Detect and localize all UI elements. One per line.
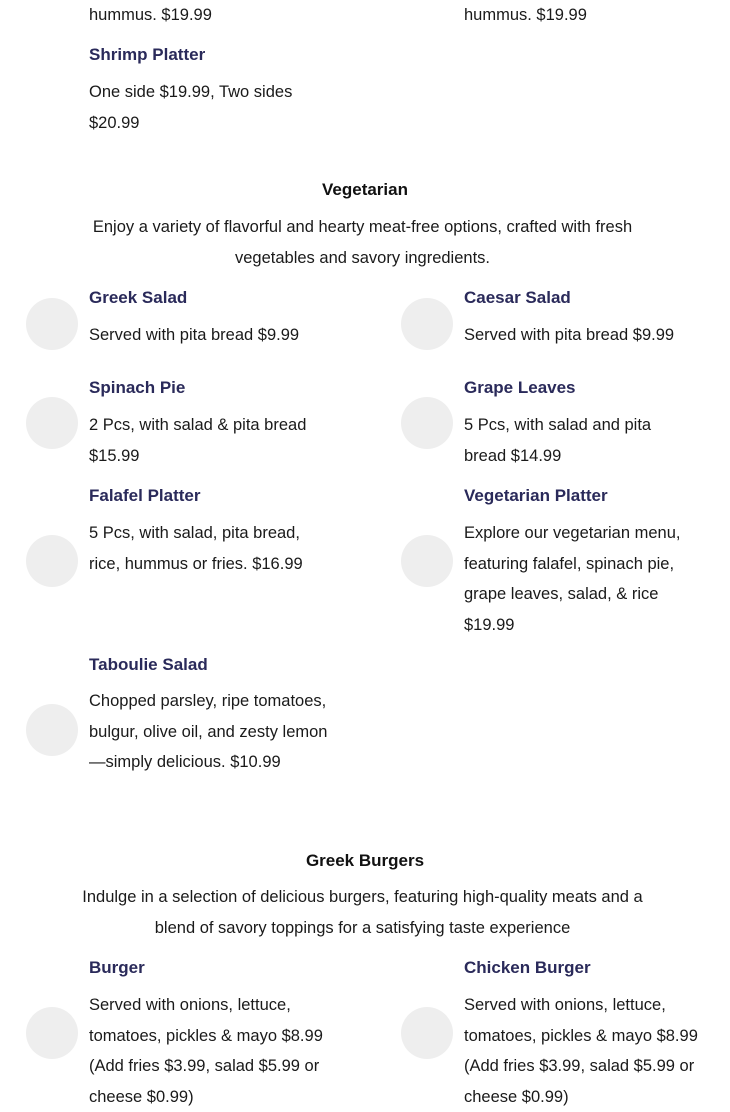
menu-item-image[interactable] bbox=[26, 535, 78, 587]
menu-item-desc: Explore our vegetarian menu, featuring falafel, spinach pie, grape leaves, salad, & rice $19.99 bbox=[464, 524, 681, 634]
menu-item-image[interactable] bbox=[401, 298, 453, 350]
menu-item-desc: hummus. $19.99 bbox=[89, 6, 212, 24]
menu-item-title-vegetarian-platter[interactable]: Vegetarian Platter bbox=[464, 486, 608, 505]
menu-item-desc: Served with pita bread $9.99 bbox=[89, 326, 300, 344]
menu-item-desc: Chopped parsley, ripe tomatoes, bulgur, olive oil, and zesty lemon—simply delicious. $10.99 bbox=[89, 692, 328, 771]
menu-item-desc: Served with onions, lettuce, tomatoes, pickles & mayo $8.99 (Add fries $3.99, salad $5.99 or cheese $0.99) bbox=[464, 996, 698, 1106]
menu-item-image[interactable] bbox=[26, 397, 78, 449]
menu-item-title-caesar-salad[interactable]: Caesar Salad bbox=[464, 288, 571, 307]
menu-item-desc: Served with pita bread $9.99 bbox=[464, 326, 675, 344]
menu-item-desc: 5 Pcs, with salad, pita bread, rice, hummus or fries. $16.99 bbox=[89, 524, 303, 573]
menu-item-title-chicken-burger[interactable]: Chicken Burger bbox=[464, 958, 591, 977]
menu-item-image[interactable] bbox=[401, 1007, 453, 1059]
menu-item-title-greek-salad[interactable]: Greek Salad bbox=[89, 288, 188, 307]
menu-item-image[interactable] bbox=[26, 298, 78, 350]
menu-item-title-falafel-platter[interactable]: Falafel Platter bbox=[89, 486, 201, 505]
section-description: Indulge in a selection of delicious burgers, featuring high-quality meats and a blend of savory toppings for a satisfying taste experience bbox=[82, 888, 643, 937]
menu-item-image[interactable] bbox=[401, 535, 453, 587]
menu-item-desc: Served with onions, lettuce, tomatoes, pickles & mayo $8.99 (Add fries $3.99, salad $5.99 or cheese $0.99) bbox=[89, 996, 323, 1106]
section-description: Enjoy a variety of flavorful and hearty meat-free options, crafted with fresh vegetables and savory ingredients. bbox=[92, 218, 633, 267]
menu-item-desc: 5 Pcs, with salad and pita bread $14.99 bbox=[464, 416, 652, 465]
menu-item-title-spinach-pie[interactable]: Spinach Pie bbox=[89, 378, 186, 397]
menu-item-title-burger[interactable]: Burger bbox=[89, 958, 145, 977]
menu-item-image[interactable] bbox=[26, 1007, 78, 1059]
menu-item-image[interactable] bbox=[26, 704, 78, 756]
menu-item-desc: 2 Pcs, with salad & pita bread $15.99 bbox=[89, 416, 307, 465]
menu-item-title-grape-leaves[interactable]: Grape Leaves bbox=[464, 378, 576, 397]
section-title-vegetarian: Vegetarian bbox=[322, 180, 408, 199]
menu-item-desc: One side $19.99, Two sides $20.99 bbox=[89, 83, 293, 132]
menu-item-image[interactable] bbox=[401, 397, 453, 449]
menu-item-title-taboulie-salad[interactable]: Taboulie Salad bbox=[89, 655, 208, 674]
section-title-greek-burgers: Greek Burgers bbox=[305, 851, 425, 870]
menu-item-desc: hummus. $19.99 bbox=[464, 6, 587, 24]
menu-item-title-shrimp-platter[interactable]: Shrimp Platter bbox=[89, 45, 206, 64]
